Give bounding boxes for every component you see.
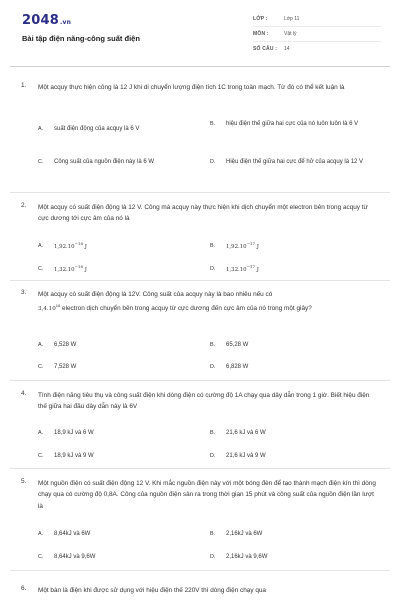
meta-subject	[253, 31, 383, 37]
option-b[interactable]	[210, 239, 259, 253]
option-text: Công suất của nguồn điện này là 6 W	[54, 159, 155, 165]
option-text: Hiệu điện thế giữa hai cực để hở của acquy là 12 V	[226, 159, 364, 165]
option-d[interactable]	[210, 262, 259, 276]
option-text: 18,9 kJ và 6 W	[54, 430, 94, 436]
question-number: 2.	[21, 202, 27, 209]
option-c[interactable]	[38, 451, 94, 462]
option-label: A.	[38, 126, 44, 133]
option-label: D.	[210, 159, 216, 166]
option-text: 6,528 W	[54, 342, 77, 348]
question-text: Một acquy thực hiện công là 12 J khi di chuyển lượng điện tích 1C trong toàn mạch. Từ đó có thể kết luận là	[38, 84, 345, 91]
option-c[interactable]	[38, 552, 95, 563]
option-a[interactable]	[38, 529, 90, 540]
option-b[interactable]	[210, 428, 266, 439]
option-text: $1,92.10^{-18}$ J	[54, 241, 87, 250]
question-text: Một nguồn điện có suất điện động 12 V. Khi mắc nguồn điện này với một bóng đèn để tạo thành mạch điện kín thì dòng chạy qua có cường độ 0,8A. Công của nguồn điện sản ra trong thời gian 15 phút và công suất của nguồn điện lần lượt là	[38, 480, 376, 510]
option-label: A.	[38, 531, 44, 538]
option-label: C.	[38, 554, 44, 561]
site-logo[interactable]	[22, 13, 71, 28]
option-a[interactable]	[38, 428, 94, 439]
option-text: hiệu điện thế giữa hai cực của nó luôn luôn là 6 V	[226, 121, 359, 127]
option-text: $1,32.10^{-17}$ J	[226, 264, 259, 273]
option-label: D.	[210, 453, 216, 460]
option-text: 2,16kJ và 9,6W	[226, 554, 268, 560]
question-number: 3.	[21, 289, 27, 296]
question-number: 1.	[21, 82, 27, 89]
meta-value: 14	[284, 46, 290, 52]
option-d[interactable]	[210, 552, 267, 563]
option-label: B.	[210, 430, 216, 437]
option-label: C.	[38, 453, 44, 460]
question-divider	[10, 468, 390, 469]
option-text: $1,92.10^{-17}$ J	[226, 241, 259, 250]
question-divider	[10, 280, 390, 281]
question-text: Tính điện năng tiêu thụ và công suất điện khi dòng điện có cường độ 1A chạy qua dây dẫn trong 1 giờ. Biết hiệu điện thế giữa hai đầu dây dẫn này là 6V	[38, 392, 370, 411]
question-text: Một acquy có suất điện động là 12 V. Công mà acquy này thực hiện khi dịch chuyển một electron bên trong acquy từ cực dương tới cực âm của nó là	[38, 204, 368, 223]
header-divider	[10, 66, 390, 67]
option-text: 6,828 W	[226, 364, 249, 370]
option-label: A.	[38, 242, 44, 249]
meta-grade	[253, 16, 383, 22]
option-text: $1,32.10^{-18}$ J	[54, 264, 87, 273]
option-a[interactable]	[38, 239, 87, 253]
option-a[interactable]	[38, 340, 76, 351]
meta-key: SỐ CÂU :	[253, 46, 278, 52]
option-d[interactable]	[210, 157, 380, 168]
option-text: 8,64kJ và 9,6W	[54, 554, 96, 560]
option-a[interactable]	[38, 124, 188, 135]
question-number: 5.	[21, 478, 27, 485]
divider	[253, 41, 381, 42]
option-label: D.	[210, 265, 216, 272]
option-label: C.	[38, 159, 44, 166]
meta-key: LỚP :	[253, 16, 268, 22]
option-text: 18,9 kJ và 9 W	[54, 453, 94, 459]
option-label: B.	[210, 121, 216, 128]
option-d[interactable]	[210, 362, 248, 373]
page-header	[0, 0, 400, 66]
option-label: A.	[38, 430, 44, 437]
question-number: 6.	[21, 585, 27, 592]
option-text: 7,528 W	[54, 364, 77, 370]
option-b[interactable]	[210, 529, 262, 540]
question-text: Một bàn là điện khi được sử dụng với hiệu điện thế 220V thì dòng điện chạy qua	[38, 587, 266, 594]
logo-suffix: .vn	[59, 19, 72, 26]
option-label: B.	[210, 342, 216, 349]
meta-question-count	[253, 46, 383, 52]
option-text: 65,28 W	[226, 342, 249, 348]
option-text: 2,16kJ và 6W	[226, 531, 263, 537]
option-b[interactable]	[210, 119, 375, 130]
question-divider	[10, 380, 390, 381]
option-c[interactable]	[38, 157, 203, 168]
option-text: 8,64kJ và 6W	[54, 531, 91, 537]
option-label: C.	[38, 265, 44, 272]
meta-value: Vật lý	[284, 31, 297, 37]
option-label: D.	[210, 364, 216, 371]
question-number: 4.	[21, 390, 27, 397]
question-text: Một acquy có suất điện động là 12V. Công suất của acquy này là bao nhiêu nếu có 3,4.10$^{18}$ electron dịch chuyển bên trong acquy từ cực dương đến cực âm của nó trong một giây?	[38, 291, 312, 313]
option-c[interactable]	[38, 362, 76, 373]
question-divider	[10, 570, 390, 571]
divider	[253, 26, 381, 27]
option-label: D.	[210, 554, 216, 561]
document-title: Bài tập điện năng-công suất điện	[22, 34, 140, 43]
logo-text: 2048	[22, 13, 59, 28]
option-d[interactable]	[210, 451, 266, 462]
option-label: B.	[210, 531, 216, 538]
option-text: 21,6 kJ và 9 W	[226, 453, 266, 459]
option-label: C.	[38, 364, 44, 371]
option-c[interactable]	[38, 262, 87, 276]
option-b[interactable]	[210, 340, 248, 351]
option-text: suất điện động của acquy là 6 V	[54, 126, 140, 132]
meta-value: Lớp 11	[284, 16, 300, 22]
option-label: A.	[38, 342, 44, 349]
question-divider	[10, 192, 390, 193]
meta-key: MÔN :	[253, 31, 269, 37]
option-text: 21,6 kJ và 6 W	[226, 430, 266, 436]
option-label: B.	[210, 242, 216, 249]
